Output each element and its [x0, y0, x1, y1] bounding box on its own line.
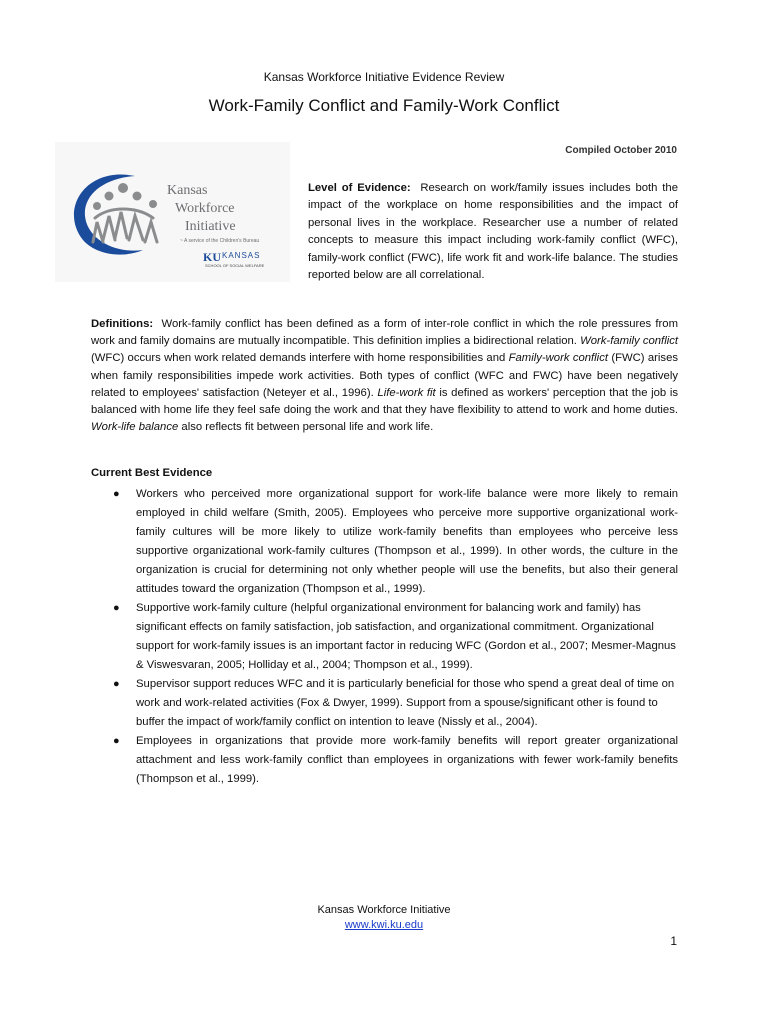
- evidence-list: [91, 485, 678, 789]
- page-number: 1: [670, 934, 677, 948]
- level-of-evidence-label: Level of Evidence:: [308, 182, 411, 194]
- evidence-item-text: Supportive work-family culture (helpful organizational environment for balancing work and family) has significant effects on family satisfaction, job satisfaction, and organizational commitment. Organizational support for work-family issues is an important factor in reducing WFC (Gordon et al., 2007; Mesmer-Magnus & Viswesvaran, 2005; Holliday et al., 2004; Thompson et al., 1999).: [136, 602, 676, 671]
- logo-line-2: Workforce: [175, 201, 235, 216]
- school-name: SCHOOL OF SOCIAL WELFARE: [205, 263, 265, 268]
- review-series-header: Kansas Workforce Initiative Evidence Review: [263, 70, 505, 84]
- logo-line-1: Kansas: [167, 183, 208, 198]
- current-best-evidence-heading: Current Best Evidence: [91, 467, 213, 479]
- definitions-text-5: also reflects fit between personal life and work life.: [181, 421, 434, 434]
- evidence-item-text: Workers who perceived more organizational support for work-life balance were more likely to remain employed in child welfare (Smith, 2005). Employees who perceive more supportive organizational work-family cultures will be more likely to utilize work-family benefits than employees who perceive less supportive organizational work-family cultures (Thompson et al., 1999). In other words, the culture in the organization is crucial for determining not only whether people will use the benefits, but also their general attitudes toward the organization (Thompson et al., 1999).: [136, 488, 678, 595]
- level-of-evidence-text: Research on work/family issues includes both the impact of the workplace on home responsibilities and the impact of personal lives in the workplace. Researcher use a number of related concepts to measure this impact including work-family conflict (WFC), family-work conflict (FWC), life work fit and work-life balance. The studies reported below are all correlational.: [308, 182, 678, 282]
- evidence-item-text: Employees in organizations that provide more work-family benefits will report greater organizational attachment and less work-family conflict than employees in organizations with fewer work-family benefits (Thompson et al., 1999).: [136, 735, 678, 785]
- logo-wordmark: [167, 182, 236, 236]
- bullet-icon: ●: [113, 678, 120, 690]
- evidence-item-text: Supervisor support reduces WFC and it is particularly beneficial for those who spend a great deal of time on work and work-related activities (Fox & Dwyer, 1999). Support from a spouse/significant other is found to buffer the impact of work/family conflict on intention to leave (Nissly et al., 2004).: [136, 678, 675, 728]
- document-title: Work-Family Conflict and Family-Work Conflict: [208, 96, 560, 115]
- ku-kansas-wordmark: KANSAS: [222, 251, 261, 260]
- list-item: [91, 732, 678, 789]
- term-life-work-fit: Life-work fit: [377, 386, 436, 399]
- level-of-evidence: [308, 180, 678, 284]
- bullet-icon: ●: [113, 602, 120, 614]
- kwi-logo-graphic: [65, 170, 175, 260]
- kwi-logo: [55, 142, 290, 282]
- term-family-work-conflict: Family-work conflict: [508, 352, 608, 365]
- list-item: [91, 485, 678, 599]
- definitions-text-1: Work-family conflict has been defined as a form of inter-role conflict in which the role pressures from work and family domains are mutually incompatible. This definition implies a bidirectional relation.: [91, 318, 678, 348]
- definitions-text-4: is defined as workers' perception that the job is balanced with home life they feel safe doing the work and that they have flexibility to attend to work and home duties.: [91, 386, 679, 417]
- definitions-paragraph: [91, 316, 678, 436]
- definitions-text-3: (FWC) arises when family responsibilities impede work activities. Both types of conflict (WFC and FWC) have been negatively related to employees' satisfaction (Neteyer et al., 1996).: [91, 352, 679, 399]
- website-link[interactable]: www.kwi.ku.edu: [344, 919, 424, 931]
- compiled-date: Compiled October 2010: [565, 145, 677, 156]
- footer-organization: Kansas Workforce Initiative: [317, 904, 451, 916]
- definitions-text-2: (WFC) occurs when work related demands interfere with home responsibilities and: [91, 352, 506, 365]
- list-item: [91, 599, 678, 675]
- bullet-icon: ●: [113, 735, 120, 747]
- definitions-label: Definitions:: [91, 318, 154, 330]
- list-item: [91, 675, 678, 732]
- ku-mark: KU: [203, 250, 221, 264]
- bullet-icon: ●: [113, 488, 120, 500]
- term-work-family-conflict: Work-family conflict: [580, 335, 679, 348]
- footer-url: [0, 919, 768, 931]
- term-work-life-balance: Work-life balance: [91, 421, 179, 434]
- logo-line-3: Initiative: [185, 219, 236, 234]
- logo-tagline: ~ A service of the Children's Bureau: [180, 238, 260, 244]
